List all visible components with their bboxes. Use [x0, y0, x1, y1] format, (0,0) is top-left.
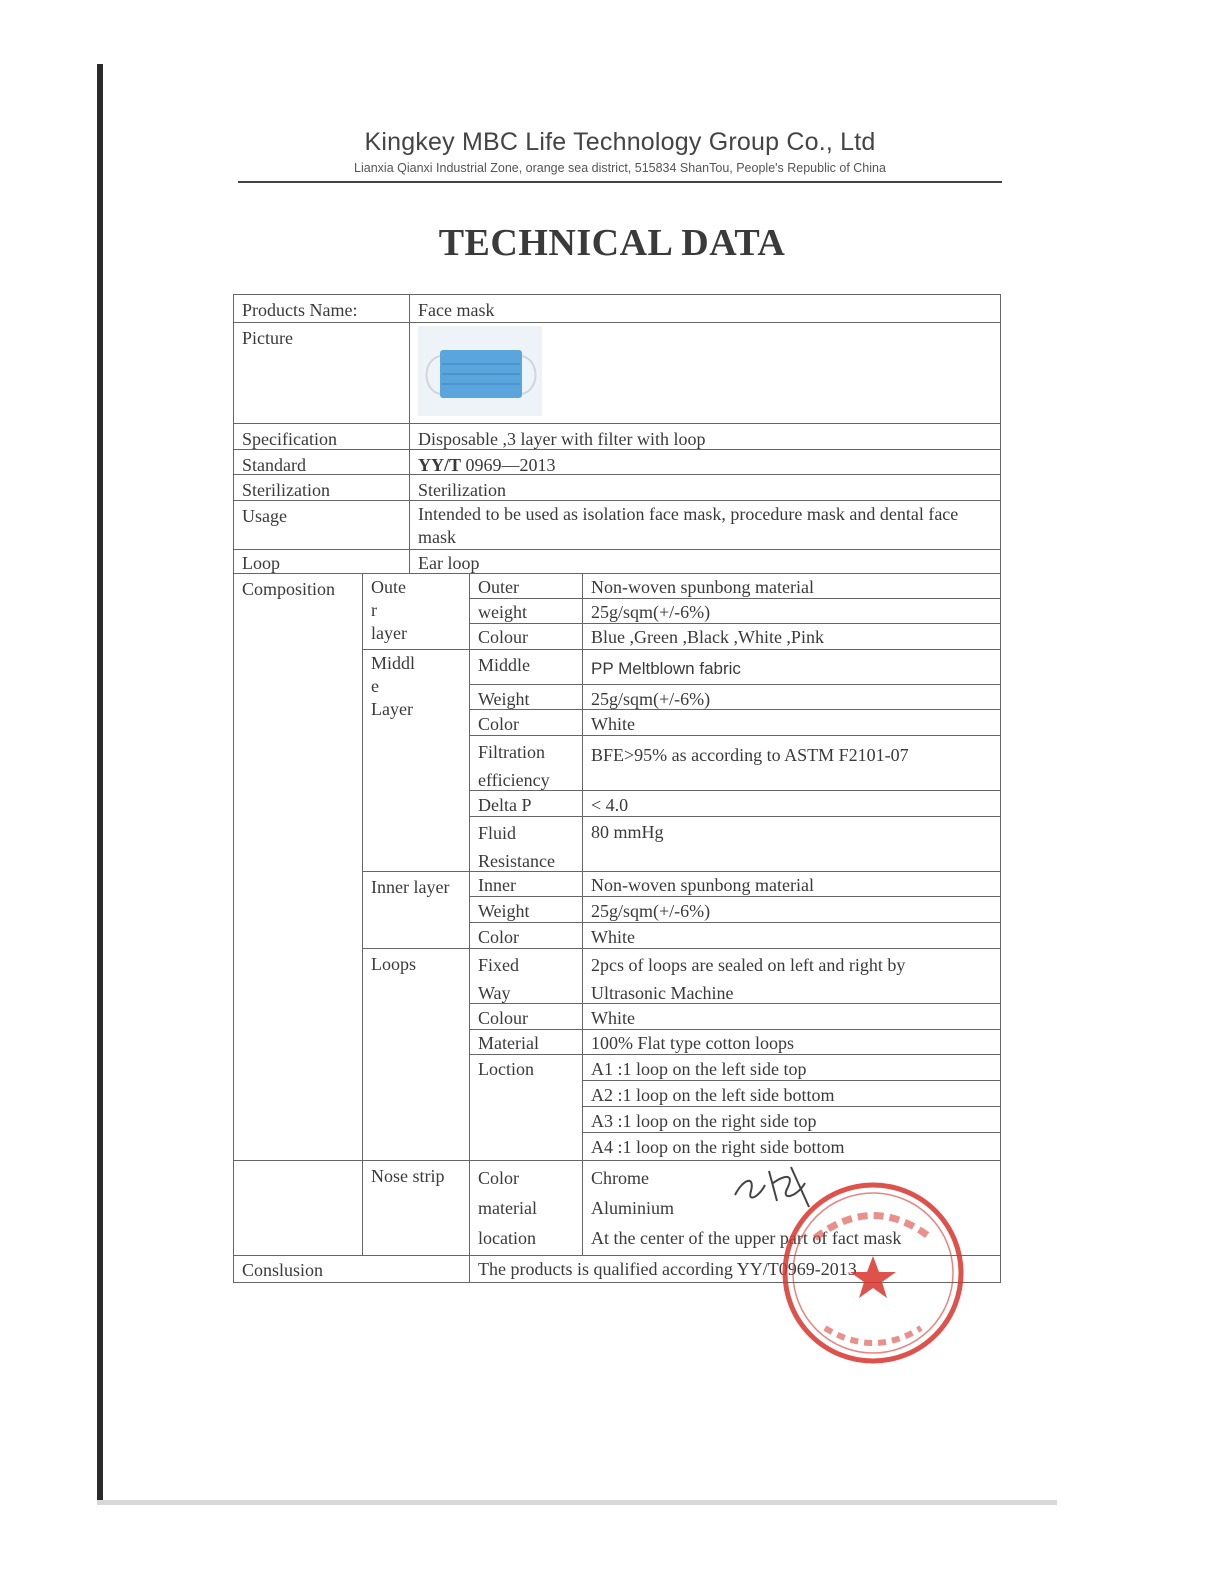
nose-strip-keys: Color material location [469, 1160, 583, 1256]
fluid-resistance-value: 80 mmHg [582, 816, 1001, 872]
inner-key: Inner [469, 871, 583, 897]
filtration-value: BFE>95% as according to ASTM F2101-07 [582, 735, 1001, 791]
sterilization-label: Sterilization [233, 474, 410, 501]
outer-weight-value: 25g/sqm(+/-6%) [582, 598, 1001, 624]
letterhead [238, 128, 1002, 175]
nose-strip-label: Nose strip [362, 1160, 470, 1256]
paper-bottom-edge [97, 1500, 1057, 1505]
loops-layer-label: Loops [362, 948, 470, 1161]
outer-colour-key: Colour [469, 623, 583, 650]
loops-material-key: Material [469, 1029, 583, 1055]
products-name-label: Products Name: [233, 294, 410, 323]
loop-value: Ear loop [409, 549, 1001, 574]
loops-colour-key: Colour [469, 1003, 583, 1030]
picture-label: Picture [233, 322, 410, 424]
outer-colour-value: Blue ,Green ,Black ,White ,Pink [582, 623, 1001, 650]
loops-location-key: Loction [469, 1054, 583, 1161]
face-mask-image [418, 326, 542, 416]
company-address: Lianxia Qianxi Industrial Zone, orange sea district, 515834 ShanTou, People's Republic of China [354, 161, 886, 175]
fluid-resistance-key: Fluid Resistance [469, 816, 583, 872]
loops-colour-value: White [582, 1003, 1001, 1030]
inner-color-value: White [582, 922, 1001, 949]
specification-label: Specification [233, 423, 410, 450]
standard-value [409, 449, 1001, 475]
products-name-value: Face mask [409, 294, 1001, 323]
company-name: Kingkey MBC Life Technology Group Co., Ltd [364, 128, 876, 156]
middle-color-key: Color [469, 709, 583, 736]
sterilization-value: Sterilization [409, 474, 1001, 501]
standard-number: 0969—2013 [461, 455, 556, 475]
location-a2: A2 :1 loop on the left side bottom [582, 1080, 1001, 1107]
outer-weight-key: weight [469, 598, 583, 624]
specification-value: Disposable ,3 layer with filter with loop [409, 423, 1001, 450]
inner-layer-label: Inner layer [362, 871, 470, 949]
header-rule [238, 181, 1002, 183]
middle-color-value: White [582, 709, 1001, 736]
location-a1: A1 :1 loop on the left side top [582, 1054, 1001, 1081]
inner-weight-key: Weight [469, 896, 583, 923]
inner-value: Non-woven spunbong material [582, 871, 1001, 897]
middle-key: Middle [469, 649, 583, 685]
location-a3: A3 :1 loop on the right side top [582, 1106, 1001, 1133]
fixed-way-value: 2pcs of loops are sealed on left and right by Ultrasonic Machine [582, 948, 1001, 1004]
document-title: TECHNICAL DATA [438, 222, 786, 264]
middle-weight-value: 25g/sqm(+/-6%) [582, 684, 1001, 710]
middle-value: PP Meltblown fabric [582, 649, 1001, 685]
middle-layer-label: Middl e Layer [362, 649, 470, 872]
inner-weight-value: 25g/sqm(+/-6%) [582, 896, 1001, 923]
composition-label-text: Composition [242, 579, 336, 599]
usage-label: Usage [233, 500, 410, 550]
delta-p-value: < 4.0 [582, 790, 1001, 817]
location-a4: A4 :1 loop on the right side bottom [582, 1132, 1001, 1161]
standard-code: YY/T [418, 455, 462, 475]
conclusion-label: Conslusion [233, 1255, 470, 1283]
loop-label: Loop [233, 549, 410, 574]
outer-layer-label: Oute r layer [362, 573, 470, 650]
nose-blank-cell [233, 1160, 363, 1256]
paper-edge-shadow [97, 64, 103, 1504]
nose-strip-values: Chrome Aluminium At the center of the upper part of fact mask [582, 1160, 1001, 1256]
usage-value: Intended to be used as isolation face mask, procedure mask and dental face mask [409, 500, 1001, 550]
middle-weight-key: Weight [469, 684, 583, 710]
fixed-way-key: Fixed Way [469, 948, 583, 1004]
outer-key: Outer [469, 573, 583, 599]
inner-color-key: Color [469, 922, 583, 949]
filtration-key: Filtration efficiency [469, 735, 583, 791]
company-seal-stamp [775, 1178, 971, 1368]
conclusion-value: The products is qualified according YY/T0969-2013 [469, 1255, 1001, 1283]
standard-label: Standard [233, 449, 410, 475]
composition-label [233, 573, 363, 1161]
loops-material-value: 100% Flat type cotton loops [582, 1029, 1001, 1055]
outer-value: Non-woven spunbong material [582, 573, 1001, 599]
delta-p-key: Delta P [469, 790, 583, 817]
